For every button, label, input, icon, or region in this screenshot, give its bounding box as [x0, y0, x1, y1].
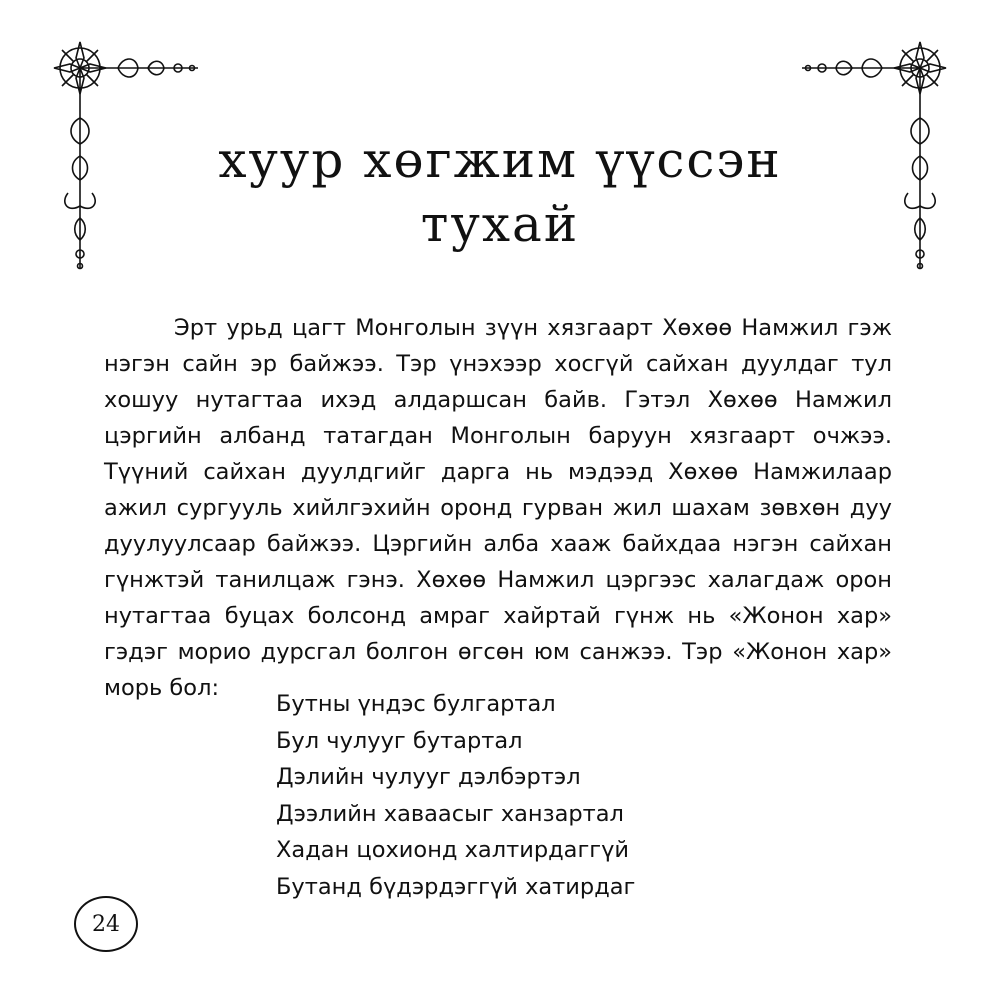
title-line-1: хуур хөгжим үүссэн [218, 131, 782, 189]
story-paragraph: Эрт урьд цагт Монголын зүүн хязгаарт Хөхөө Намжил гэж нэгэн сайн эр байжээ. Тэр үнэхээр хосгүй сайхан дуулдаг тул хошуу нутагтаа ихэд алдаршсан байв. Гэтэл Хөхөө Намжил цэргийн албанд татагдан Монголын баруун хязгаарт очжээ. Түүний сайхан дуулдгийг дарга нь мэдээд Хөхөө Намжилаар ажил сургууль хийлгэхийн оронд гурван жил шахам зөвхөн дуу дуулуулсаар байжээ. Цэргийн алба хааж байхдаа нэгэн сайхан гүнжтэй танилцаж гэнэ. Хөхөө Намжил цэргээс халагдаж орон нутагтаа буцах болсонд амраг хайртай гүнж нь «Жонон хар» гэдэг морио дурсгал болгон өгсөн юм санжээ. Тэр «Жонон хар» морь бол: [104, 315, 892, 701]
verse-line: Хадан цохионд халтирдаггүй [276, 837, 630, 863]
verse-line: Бутанд бүдэрдэггүй хатирдаг [276, 873, 636, 900]
verse-block [276, 686, 635, 905]
page-number-text: 24 [92, 911, 120, 937]
page-title [150, 128, 850, 256]
verse-line: Дээлийн хаваасыг ханзартал [276, 800, 624, 827]
title-line-2: тухай [420, 195, 580, 253]
verse-line: Бул чулууг бутартал [276, 727, 523, 754]
page-number [74, 896, 138, 952]
verse-line: Дэлийн чулууг дэлбэртэл [276, 764, 581, 790]
verse-line: Бутны үндэс булгартал [276, 691, 556, 717]
